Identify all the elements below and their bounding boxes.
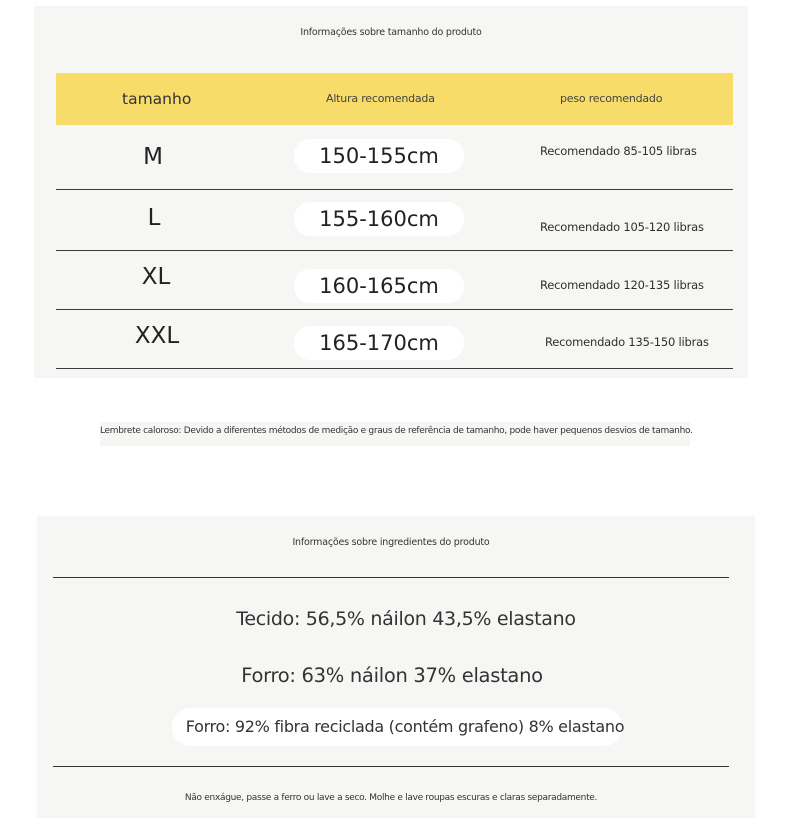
ingredients-section-title: Informações sobre ingredientes do produto xyxy=(292,537,490,548)
size-section-title: Informações sobre tamanho do produto xyxy=(300,27,482,38)
size-label: XXL xyxy=(134,323,180,349)
header-size: tamanho xyxy=(122,90,192,108)
ingredients-top-divider xyxy=(53,577,729,578)
size-row-m xyxy=(56,130,733,190)
size-row-xl xyxy=(56,250,733,310)
size-row-l xyxy=(56,191,733,251)
height-value: 160-165cm xyxy=(294,269,464,303)
lining-recycled-composition: Forro: 92% fibra reciclada (contém grafeno) 8% elastano xyxy=(185,717,625,736)
size-label: L xyxy=(147,205,161,231)
header-weight: peso recomendado xyxy=(560,92,663,105)
care-instructions: Não enxágue, passe a ferro ou lave a seco. Molhe e lave roupas escuras e claras separadamente. xyxy=(184,793,598,803)
height-value: 165-170cm xyxy=(294,326,464,360)
size-label: XL xyxy=(141,264,171,290)
weight-value: Recomendado 135-150 libras xyxy=(545,335,709,349)
row-divider xyxy=(56,189,733,190)
weight-value: Recomendado 105-120 libras xyxy=(540,220,704,234)
lining-composition: Forro: 63% náilon 37% elastano xyxy=(241,664,543,687)
fabric-composition: Tecido: 56,5% náilon 43,5% elastano xyxy=(236,608,576,630)
sizing-reminder-text: Lembrete caloroso: Devido a diferentes métodos de medição e graus de referência de tamanho, pode haver pequenos desvios de tamanho. xyxy=(100,426,693,436)
row-divider xyxy=(56,368,733,369)
size-label: M xyxy=(143,144,163,170)
size-row-xxl xyxy=(56,309,733,369)
weight-value: Recomendado 85-105 libras xyxy=(540,144,697,158)
header-height: Altura recomendada xyxy=(326,92,435,105)
height-value: 155-160cm xyxy=(294,202,464,236)
sizing-reminder xyxy=(100,422,693,446)
weight-value: Recomendado 120-135 libras xyxy=(540,278,704,292)
size-table-header xyxy=(56,73,733,125)
ingredients-bottom-divider xyxy=(53,766,729,767)
height-value: 150-155cm xyxy=(294,139,464,173)
